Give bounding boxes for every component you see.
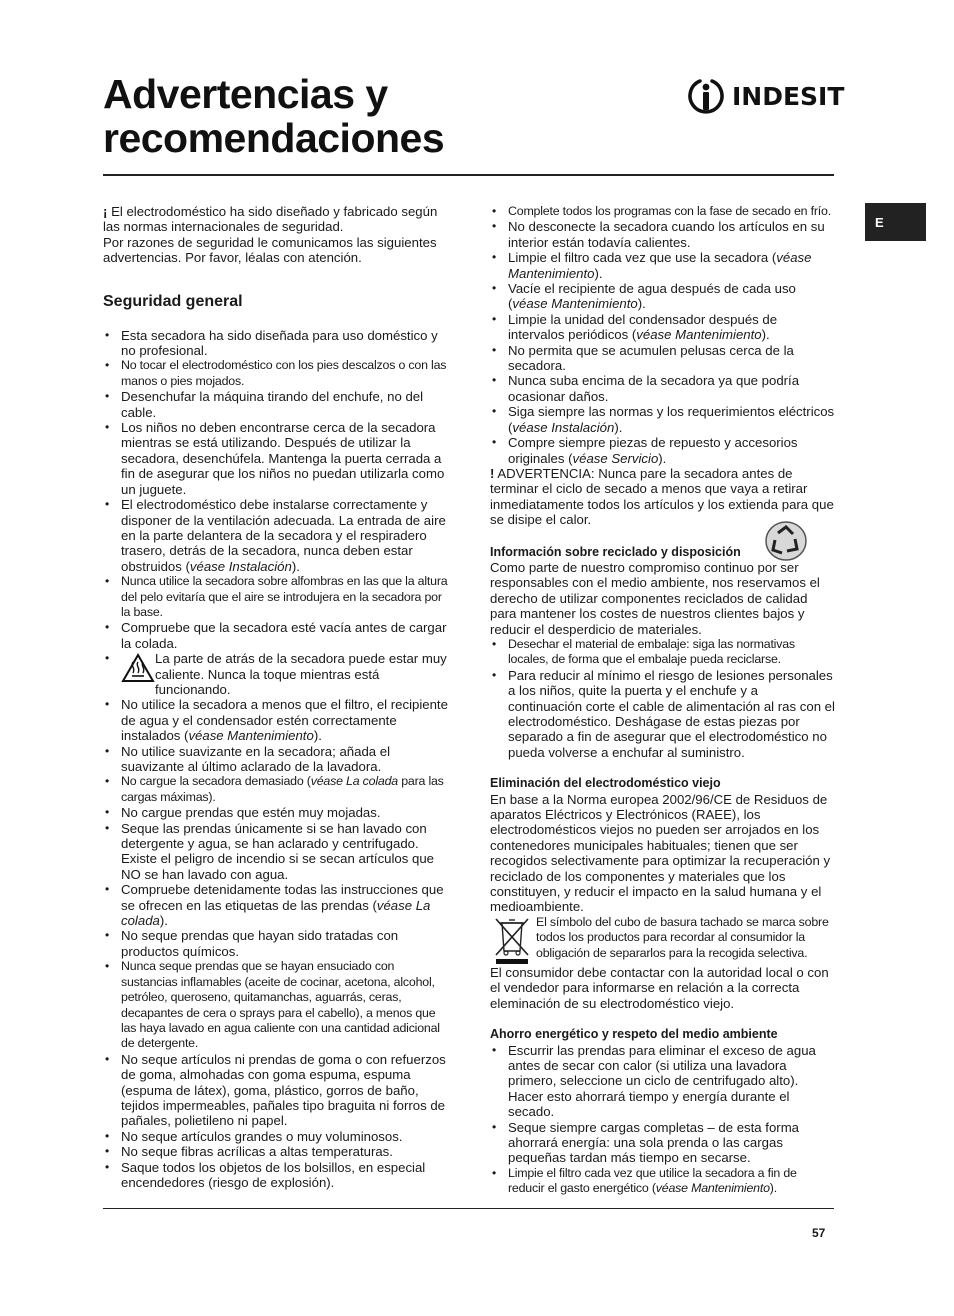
list-item: • No seque prendas que hayan sido tratadas con productos químicos. [103,928,448,959]
intro-paragraph-2: Por razones de seguridad le comunicamos las siguientes advertencias. Por favor, léalas con atención. [103,234,437,266]
energy-heading: Ahorro energético y respeto del medio ambiente [490,1027,778,1042]
list-item: • No tocar el electrodoméstico con los pies descalzos o con las manos o pies mojados. [103,358,448,389]
list-item: • Para reducir al mínimo el riesgo de lesiones personales a los niños, quite la puerta y el enchufe y a continuación corte el cable de alimentación al ras con el electrodoméstico. Deshágase de estas piezas por separado a fin de asegurar que el electrodoméstico no pueda volverse a enchufar al suministro. [490,668,835,760]
warning-mark: ! [490,465,495,481]
page-number: 57 [812,1226,826,1240]
list-item: • Saque todos los objetos de los bolsillos, en especial encendedores (riesgo de explosión). [103,1160,448,1191]
list-item: • No cargue prendas que estén muy mojadas. [103,805,448,820]
list-item: • Nunca seque prendas que se hayan ensuciado con sustancias inflamables (aceite de cocinar, acetona, alcohol, petróleo, queroseno, quitamanchas, aguarrás, ceras, decapantes de cera o sprays para el cabello), a menos que las haya lavado en agua caliente con una cantidad adicional de detergente. [103,959,448,1051]
list-item: • No cargue la secadora demasiado (véase La colada para las cargas máximas). [103,774,448,805]
list-item: • Los niños no deben encontrarse cerca de la secadora mientras se está utilizando. Después de utilizar la secadora, desenchúfela. Mantenga la puerta cerrada a fin de asegurar que los niños no puedan utilizarla como un juguete. [103,420,448,497]
indesit-logo-text: INDESIT [732,81,845,111]
list-item: • Limpie el filtro cada vez que use la secadora (véase Mantenimiento). [490,250,835,281]
list-item: • Siga siempre las normas y los requerimientos eléctricos (véase Instalación). [490,404,835,435]
list-item: • Desenchufar la máquina tirando del enchufe, no del cable. [103,389,448,420]
disposal-heading: Eliminación del electrodoméstico viejo [490,776,721,791]
list-item: • Limpie el filtro cada vez que utilice la secadora a fin de reducir el gasto energético (véase Mantenimiento). [490,1166,835,1197]
list-item: • El electrodoméstico debe instalarse correctamente y disponer de la ventilación adecuada. La entrada de aire en la parte delantera de la secadora y el respiradero trasero, detrás de la secadora, nunca deben estar obstruidos (véase Instalación). [103,497,448,574]
page-title: Advertencias y recomendaciones [103,71,445,161]
crossed-bin-icon [490,915,534,965]
list-item: • Vacíe el recipiente de agua después de cada uso (véase Mantenimiento). [490,281,835,312]
recycling-paragraph: Como parte de nuestro compromiso continuo por ser responsables con el medio ambiente, nos reservamos el derecho de utilizar componentes reciclados de calidad para mantener los costes de nuestros clientes bajos y reducir el desperdicio de materiales. [490,559,820,637]
list-item: • No seque fibras acrílicas a altas temperaturas. [103,1144,448,1159]
list-item: • No seque artículos ni prendas de goma o con refuerzos de goma, almohadas con goma espuma, espuma (espuma de látex), goma, plástico, gorros de baño, tejidos impermeables, pañales tipo braguita ni forros de pañales, polietileno ni papel. [103,1052,448,1129]
left-column [103,204,448,1190]
recycling-section [490,545,835,560]
list-item: • Seque las prendas únicamente si se han lavado con detergente y agua, se han aclarado y centrifugado. Existe el peligro de incendio si se secan artículos que NO se han lavado con agua. [103,821,448,883]
recycle-icon [762,519,810,563]
footer-divider [103,1208,834,1209]
disposal-paragraph: En base a la Norma europea 2002/96/CE de Residuos de aparatos Eléctricos y Electrónicos (RAEE), los electrodomésticos viejos no pueden ser arrojados en los contenedores municipales habituales; tienen que ser recogidos selectivamente para optimizar la recuperación y reciclado de los componentes y materiales que los constituyen, y reducir el impacto en la salud humana y el medioambiente. [490,791,831,915]
list-item: • Limpie la unidad del condensador después de intervalos periódicos (véase Mantenimiento). [490,312,835,343]
list-item: • Compruebe detenidamente todas las instrucciones que se ofrecen en las etiquetas de las prendas (véase La colada). [103,882,448,928]
list-item: • Complete todos los programas con la fase de secado en frío. [490,204,835,219]
list-item: • No desconecte la secadora cuando los artículos en su interior están todavía calientes. [490,219,835,250]
energy-list [490,1043,835,1197]
indesit-logo [686,78,846,114]
list-item: • No permita que se acumulen pelusas cerca de la secadora. [490,343,835,374]
list-item: • No seque artículos grandes o muy voluminosos. [103,1129,448,1144]
warning-paragraph: ! ADVERTENCIA: Nunca pare la secadora antes de terminar el ciclo de secado a menos que vaya a retirar inmediatamente todos los artículos y los extienda para que se disipe el calor. [490,465,834,528]
list-item: • Desechar el material de embalaje: siga las normativas locales, de forma que el embalaje pueda reciclarse. [490,637,835,668]
language-tab: E [865,203,926,241]
list-item: • No utilice suavizante en la secadora; añada el suavizante al último aclarado de la lavadora. [103,744,448,775]
header-divider [103,174,834,176]
weee-block [490,915,835,965]
list-item: • Compre siempre piezas de repuesto y accesorios originales (véase Servicio). [490,435,835,466]
contact-paragraph: El consumidor debe contactar con la autoridad local o con el vendedor para informarse en relación a la correcta eleminación de su electrodoméstico viejo. [490,964,829,1011]
list-item: • Escurrir las prendas para eliminar el exceso de agua antes de secar con calor (si utiliza una lavadora primero, seleccione un ciclo de centrifugado alto). Hacer esto ahorrará tiempo y energía durante el secado. [490,1043,835,1120]
general-safety-list [103,328,448,1191]
list-item: • Compruebe que la secadora esté vacía antes de cargar la colada. [103,620,448,651]
list-item: • No utilice la secadora a menos que el filtro, el recipiente de agua y el condensador estén correctamente instalados (véase Mantenimiento). [103,697,448,743]
general-safety-heading: Seguridad general [103,292,243,310]
weee-paragraph: El símbolo del cubo de basura tachado se marca sobre todos los productos para recordar al consumidor la obligación de separarlos para la recogida selectiva. [536,914,829,960]
list-item: • La parte de atrás de la secadora puede estar muy caliente. Nunca la toque mientras está funcionando. [103,651,448,697]
list-item: • Esta secadora ha sido diseñada para uso doméstico y no profesional. [103,328,448,359]
intro-paragraph: ¡ El electrodoméstico ha sido diseñado y fabricado según las normas internacionales de seguridad. [103,204,438,235]
list-item: • Nunca suba encima de la secadora ya que podría ocasionar daños. [490,373,835,404]
list-item: • Nunca utilice la secadora sobre alfombras en las que la altura del pelo evitaría que el aire se introdujera en la secadora por la base. [103,574,448,620]
right-column [490,204,835,1197]
recycling-heading: Información sobre reciclado y disposición [490,544,741,559]
indesit-logo-icon [686,78,726,114]
hot-surface-warning-icon [121,653,155,683]
intro-mark: ¡ [103,204,108,219]
safety-list-continued [490,204,835,466]
list-item: • Seque siempre cargas completas – de esta forma ahorrará energía: una sola prenda o las cargas pequeñas tardan más tiempo en secarse. [490,1120,835,1166]
recycling-list [490,637,835,760]
